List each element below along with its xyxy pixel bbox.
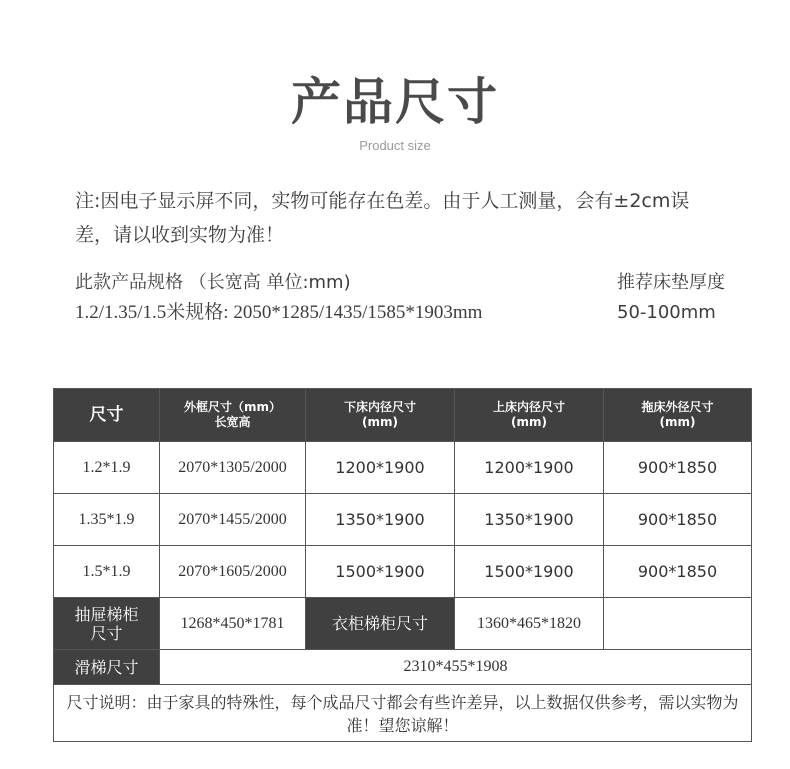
cell-outer: 2070*1455/2000: [160, 494, 306, 546]
spec-label: 此款产品规格 （长宽高 单位:mm): [75, 272, 351, 293]
drawer-stair-value: 1268*450*1781: [160, 598, 306, 650]
table-row: [54, 494, 752, 546]
header-lower: [306, 389, 455, 442]
cell-size: 1.2*1.9: [54, 442, 160, 494]
drawer-stair-label-1: 抽屉梯柜: [74, 604, 139, 624]
cell-lower: 1350*1900: [306, 494, 455, 546]
cell-upper: 1200*1900: [455, 442, 604, 494]
wardrobe-stair-label: 衣柜梯柜尺寸: [306, 598, 455, 650]
wardrobe-stair-value: 1360*465*1820: [455, 598, 604, 650]
table-row: [54, 442, 752, 494]
header-outer-label: 外框尺寸（mm）: [183, 400, 281, 414]
spec-info: [75, 268, 482, 328]
cell-trundle: 900*1850: [604, 494, 752, 546]
cell-outer: 2070*1605/2000: [160, 546, 306, 598]
header-lower-sub: (mm): [362, 415, 398, 429]
cell-trundle: 900*1850: [604, 442, 752, 494]
drawer-stair-label: [54, 598, 160, 650]
cell-lower: 1500*1900: [306, 546, 455, 598]
page-subtitle: Product size: [359, 138, 431, 153]
cell-upper: 1350*1900: [455, 494, 604, 546]
cell-size: 1.35*1.9: [54, 494, 160, 546]
size-table: [53, 388, 752, 742]
slide-value: 2310*455*1908: [160, 650, 752, 685]
mattress-value: 50-100mm: [617, 302, 716, 323]
header-outer: [160, 389, 306, 442]
header-upper: [455, 389, 604, 442]
notice-line-2: 差，请以收到实物为准！: [75, 224, 285, 246]
cell-outer: 2070*1305/2000: [160, 442, 306, 494]
notice-line-1: 注:因电子显示屏不同，实物可能存在色差。由于人工测量，会有±2cm误: [75, 190, 690, 212]
page-title: 产品尺寸: [291, 73, 499, 131]
cell-upper: 1500*1900: [455, 546, 604, 598]
header-upper-label: 上床内径尺寸: [492, 400, 565, 414]
slide-label: 滑梯尺寸: [54, 650, 160, 685]
stair-cabinet-row: [54, 598, 752, 650]
header-size: 尺寸: [54, 389, 160, 442]
table-row: [54, 546, 752, 598]
header-trundle-sub: (mm): [659, 415, 696, 429]
table-header-row: [54, 389, 752, 442]
color-notice: [75, 184, 755, 252]
header-trundle-label: 拖床外径尺寸: [641, 400, 714, 414]
drawer-stair-label-2: 尺寸: [90, 623, 123, 643]
header-outer-sub: 长宽高: [214, 415, 251, 429]
empty-cell: [604, 598, 752, 650]
spec-sizes: 1.2/1.35/1.5米规格: 2050*1285/1435/1585*1903mm: [75, 302, 483, 323]
mattress-info: [617, 268, 725, 328]
size-disclaimer: 尺寸说明：由于家具的特殊性，每个成品尺寸都会有些许差异，以上数据仅供参考，需以实物为准！望您谅解！: [54, 685, 752, 742]
header-upper-sub: (mm): [511, 415, 547, 429]
cell-lower: 1200*1900: [306, 442, 455, 494]
footer-row: [54, 685, 752, 742]
cell-size: 1.5*1.9: [54, 546, 160, 598]
slide-row: [54, 650, 752, 685]
mattress-label: 推荐床垫厚度: [617, 272, 725, 293]
header-lower-label: 下床内径尺寸: [343, 400, 416, 414]
header-trundle: [604, 389, 752, 442]
cell-trundle: 900*1850: [604, 546, 752, 598]
